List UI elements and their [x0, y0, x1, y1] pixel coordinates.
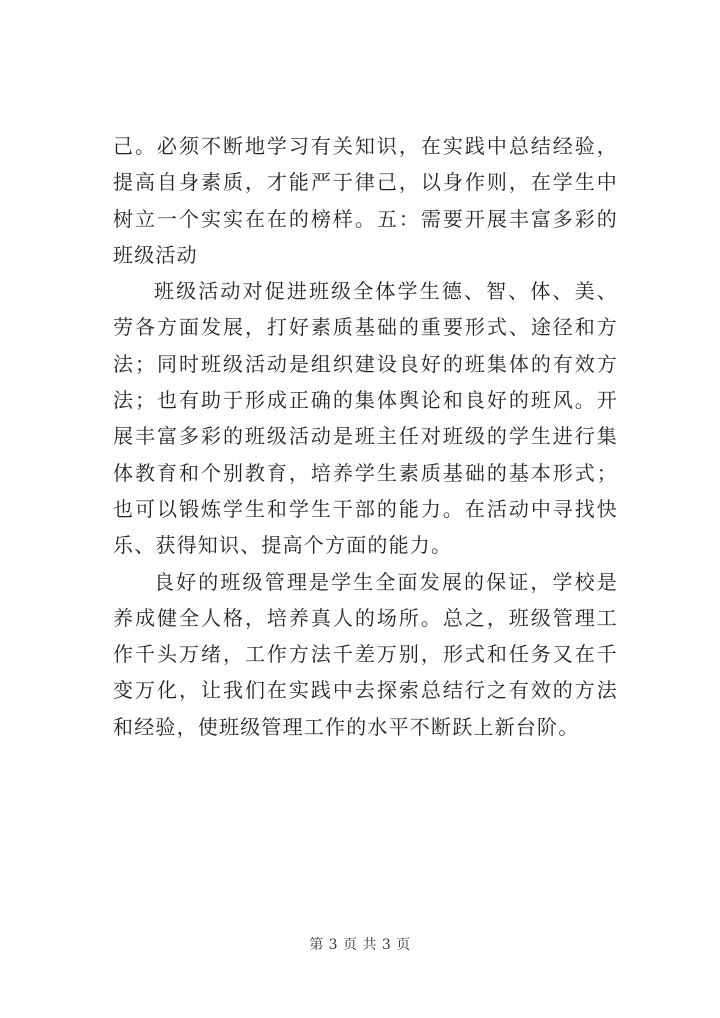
paragraph-continuation: 己。必须不断地学习有关知识，在实践中总结经验，提高自身素质，才能严于律己，以身作则，在学生中树立一个实实在在的榜样。五：需要开展丰富多彩的班级活动 [113, 134, 618, 267]
paragraph-conclusion: 良好的班级管理是学生全面发展的保证，学校是养成健全人格，培养真人的场所。总之，班级管理工作千头万绪，工作方法千差万别，形式和任务又在千变万化，让我们在实践中去探索总结行之有效的方法和经验，使班级管理工作的水平不断跃上新台阶。 [113, 569, 618, 739]
paragraph-class-activities: 班级活动对促进班级全体学生德、智、体、美、劳各方面发展，打好素质基础的重要形式、途径和方法；同时班级活动是组织建设良好的班集体的有效方法；也有助于形成正确的集体舆论和良好的班风。开展丰富多彩的班级活动是班主任对班级的学生进行集体教育和个别教育，培养学生素质基础的基本形式；也可以锻炼学生和学生干部的能力。在活动中寻找快乐、获得知识、提高个方面的能力。 [113, 279, 618, 558]
page-number-footer: 第 3 页 共 3 页 [309, 937, 411, 953]
body-text [113, 128, 618, 745]
